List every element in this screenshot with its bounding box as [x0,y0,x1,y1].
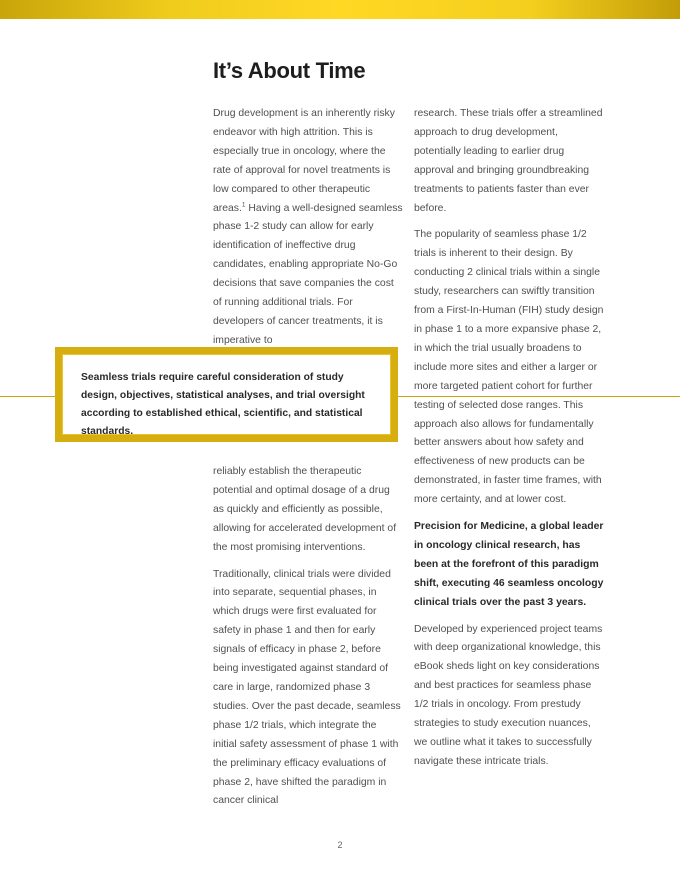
body-paragraph: reliably establish the therapeutic potential and optimal dosage of a drug as quickly and efficiently as possible, allowing for accelerated development of the most promising interventions. [213,466,397,553]
left-column-bottom [213,463,403,811]
body-paragraph: research. These trials offer a streamlined approach to drug development, potentially leading to earlier drug approval and bringing groundbreaking treatments to patients faster than ever before. [414,108,603,214]
gold-rule-left [0,396,56,397]
highlight-paragraph: Precision for Medicine, a global leader in oncology clinical research, has been at the forefront of this paradigm shift, executing 46 seamless oncology clinical trials over the past 3 years. [414,521,604,608]
right-column [414,105,604,772]
body-paragraph [213,105,403,351]
pull-quote-box [55,347,398,442]
body-paragraph: Developed by experienced project teams with deep organizational knowledge, this eBook sheds light on key considerations and best practices for seamless phase 1/2 trials in oncology. From prestudy strategies to study execution nuances, we outline what it takes to successfully navigate these intricate trials. [414,623,603,767]
left-column-top [213,105,403,351]
paragraph-text: Having a well-designed seamless phase 1-2 study can allow for early identification of ineffective drug candidates, enabling appropriate No-Go decisions that save companies the cost of running additional trials. For developers of cancer treatments, it is imperative to [213,202,403,346]
footnote-ref[interactable]: 1 [241,201,246,209]
body-paragraph: The popularity of seamless phase 1/2 trials is inherent to their design. By conducting 2 clinical trials within a single study, researchers can swiftly transition from a First-In-Human (FIH) study design in phase 1 to a more expansive phase 2, in which the trial usually broadens to include more sites and either a larger or more targeted patient cohort for further testing of selected dose ranges. This approach also allows for fundamentally better answers about how safety and effectiveness of new products can be demonstrated, in faster time frames, with more certainty, and at lower cost. [414,229,604,506]
top-gold-bar [0,0,680,19]
body-paragraph: Traditionally, clinical trials were divided into separate, sequential phases, in which drugs were first evaluated for safety in phase 1 and then for early signals of efficacy in phase 2, before being investigated against standard of care in large, randomized phase 3 studies. Over the past decade, seamless phase 1/2 trials, which integrate the initial safety assessment of phase 1 with the preliminary efficacy evaluations of phase 2, have shifted the paradigm in cancer clinical [213,568,401,807]
page-number: 2 [337,840,343,850]
paragraph-text: Drug development is an inherently risky endeavor with high attrition. This is especially true in oncology, where the rate of approval for novel treatments is low compared to other therapeutic areas. [213,108,395,214]
pull-quote-text: Seamless trials require careful consideration of study design, objectives, statistical analyses, and trial oversight according to established ethical, scientific, and statistical standards. [81,372,365,437]
page-title: It’s About Time [213,58,366,83]
